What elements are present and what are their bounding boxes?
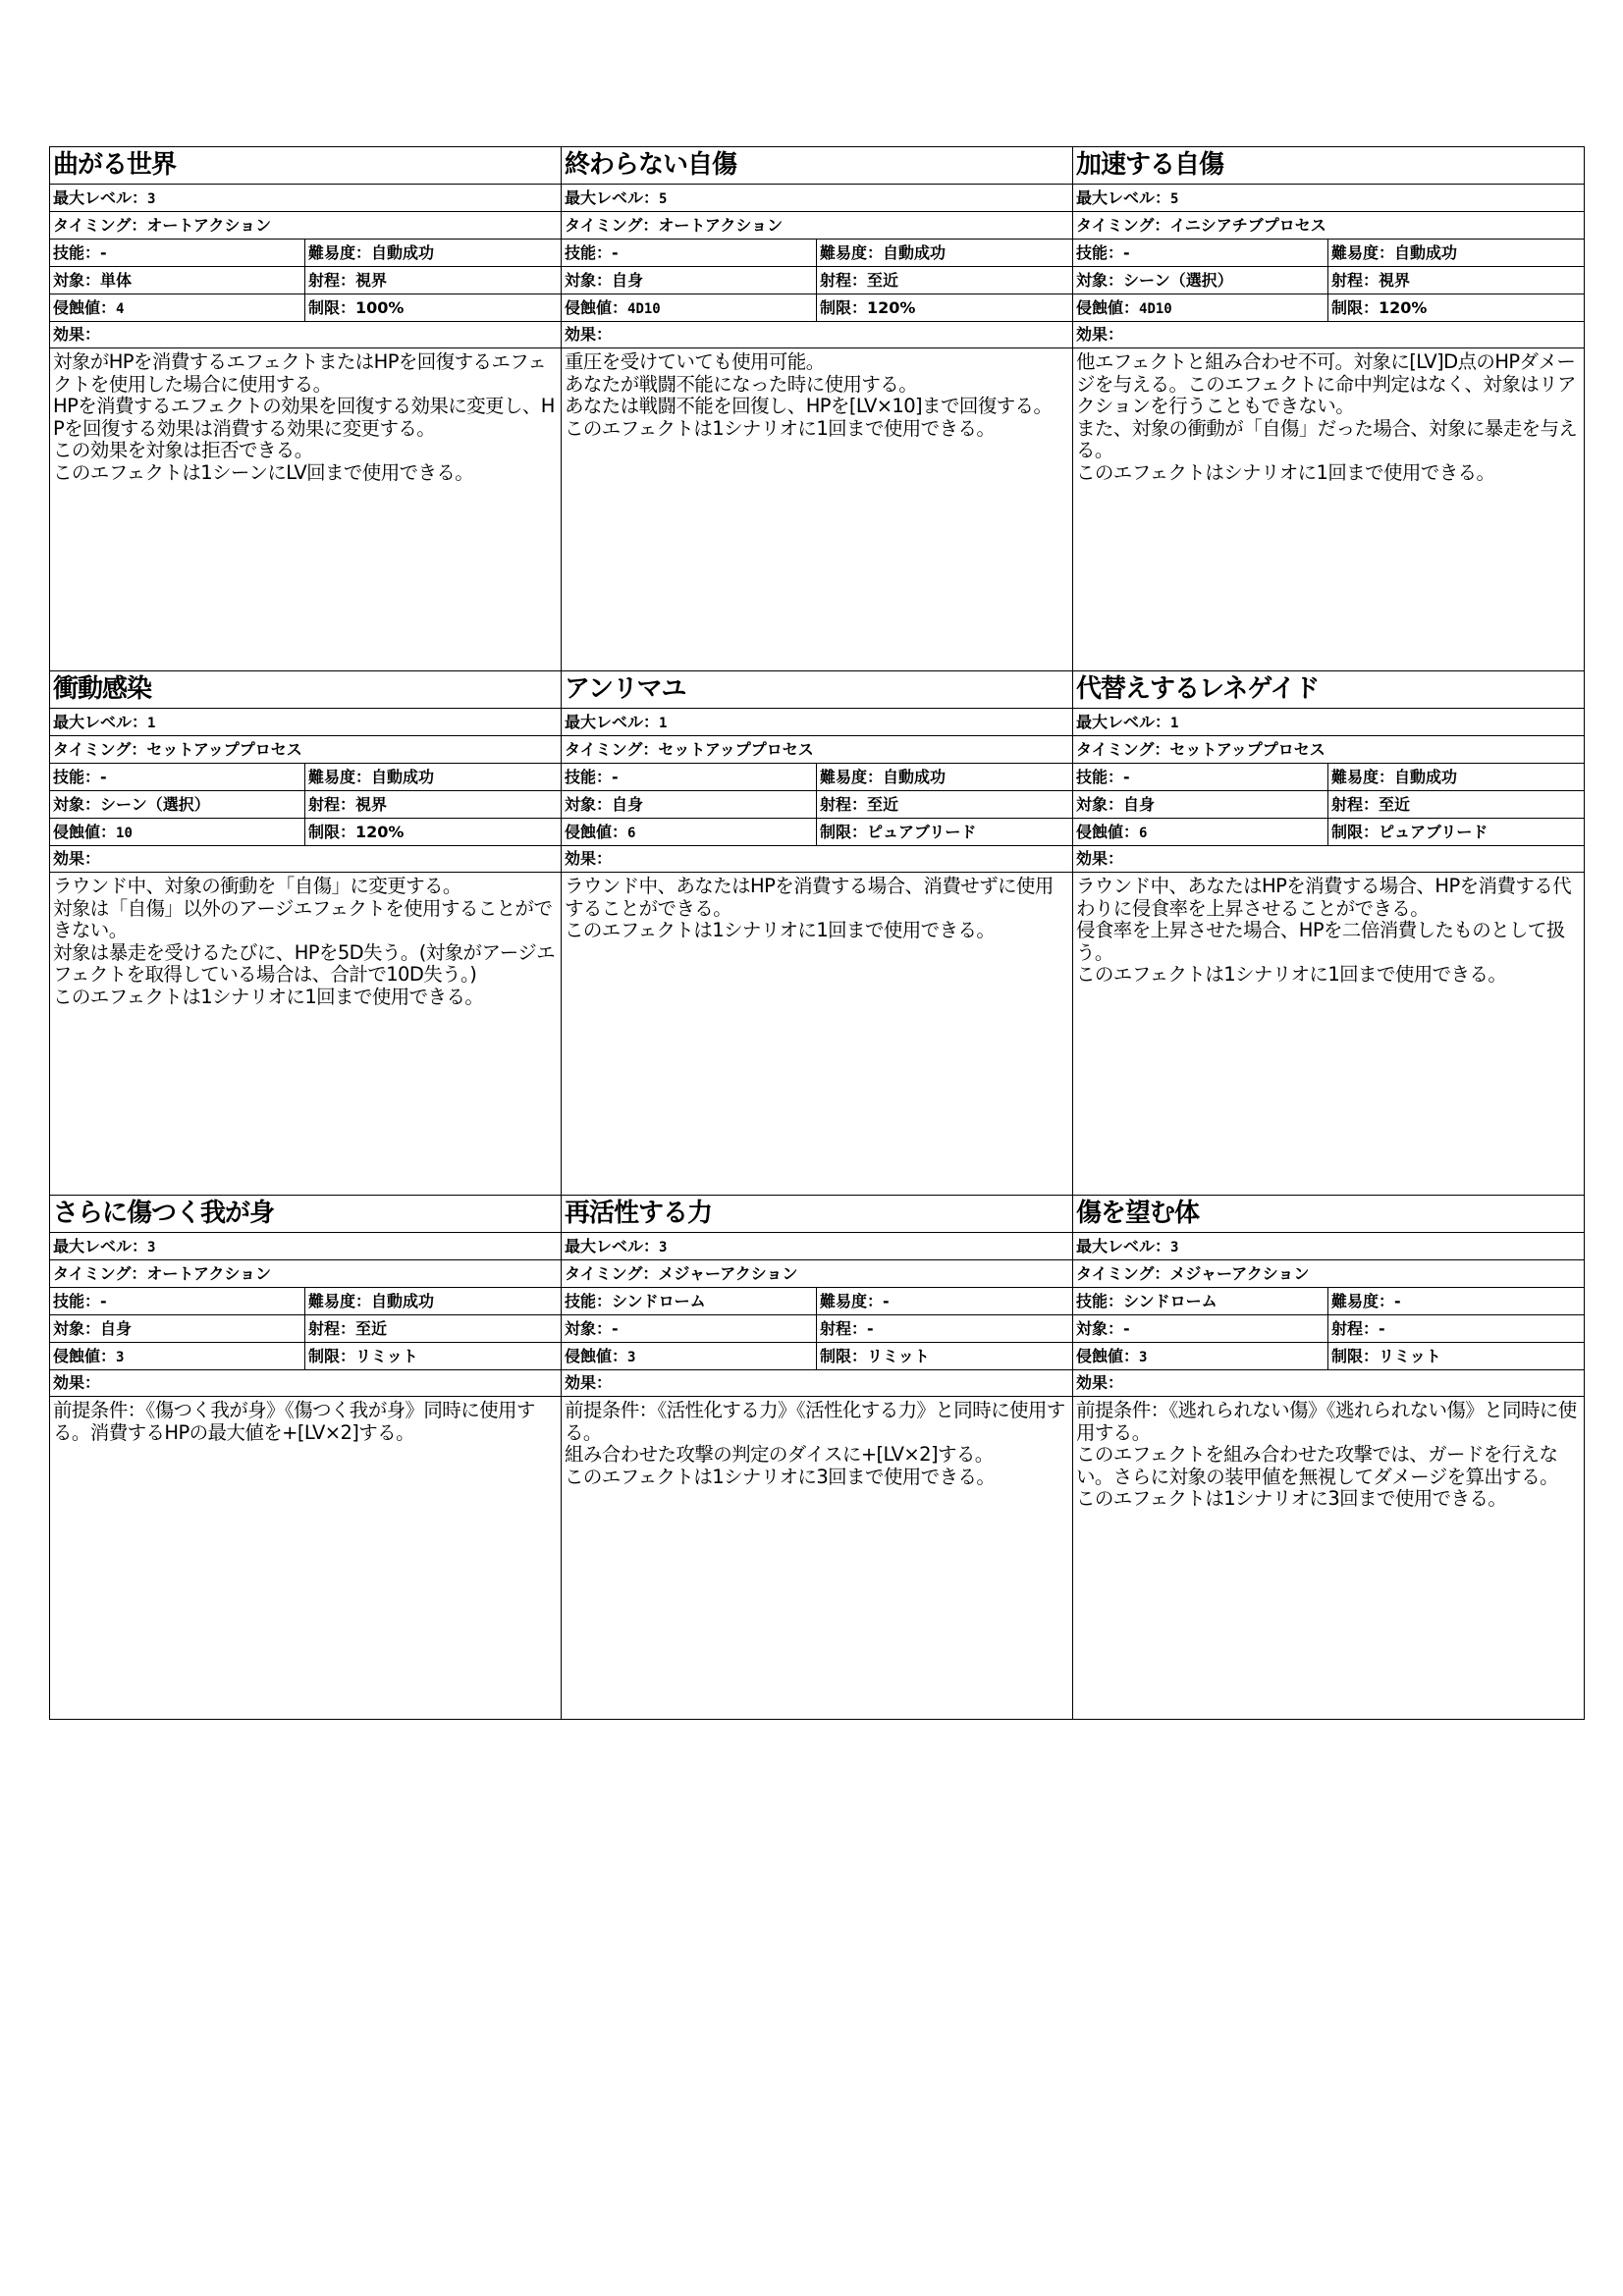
difficulty-label: 難易度： — [820, 243, 884, 262]
range-label: 射程： — [1331, 271, 1380, 290]
skill-cell — [50, 240, 305, 266]
target-label: 対象： — [1076, 271, 1124, 290]
max-level-label: 最大レベル： — [1076, 1237, 1171, 1255]
range-cell — [1328, 791, 1584, 818]
target-cell — [562, 791, 817, 818]
max-level-row — [1073, 185, 1584, 212]
restriction-label: 制限： — [1331, 298, 1380, 317]
range-cell — [1328, 1315, 1584, 1342]
restriction-value: ピュアブリード — [1379, 823, 1488, 841]
erosion-cell — [1073, 294, 1328, 321]
skill-label: 技能： — [565, 1292, 613, 1310]
effect-heading: 効果： — [562, 322, 1072, 348]
restriction-value: リミット — [867, 1347, 930, 1365]
difficulty-cell — [1328, 240, 1584, 266]
range-value: 至近 — [867, 271, 899, 290]
range-value: 至近 — [1379, 795, 1411, 814]
difficulty-label: 難易度： — [308, 1292, 372, 1310]
max-level-label: 最大レベル： — [53, 188, 148, 207]
target-range-row — [562, 267, 1072, 294]
restriction-cell — [1328, 294, 1584, 321]
restriction-value: 100% — [355, 298, 405, 317]
range-cell — [1328, 267, 1584, 294]
effect-card-9 — [1073, 1196, 1585, 1720]
range-value: 視界 — [355, 795, 388, 814]
range-label: 射程： — [820, 795, 868, 814]
difficulty-cell — [305, 240, 561, 266]
target-value: シーン（選択） — [1123, 271, 1233, 290]
skill-label: 技能： — [1076, 243, 1124, 262]
effect-card-5 — [562, 671, 1073, 1196]
target-label: 対象： — [565, 795, 613, 814]
target-value: 自身 — [100, 1319, 133, 1338]
effect-name: 衝動感染 — [50, 671, 561, 709]
skill-difficulty-row — [1073, 240, 1584, 267]
restriction-label: 制限： — [820, 823, 868, 841]
restriction-value: 120% — [355, 823, 405, 841]
target-range-row — [50, 267, 561, 294]
effect-text: 対象がHPを消費するエフェクトまたはHPを回復するエフェクトを使用した場合に使用する。 HPを消費するエフェクトの効果を回復する効果に変更し、HPを回復する効果は消費する効果に変更する。 この効果を対象は拒否できる。 このエフェクトは1シーンにLV回まで使用できる。 — [53, 350, 555, 484]
target-label: 対象： — [1076, 795, 1124, 814]
difficulty-label: 難易度： — [820, 768, 884, 786]
skill-label: 技能： — [1076, 1292, 1124, 1310]
erosion-label: 侵蝕値： — [53, 298, 117, 317]
difficulty-value: 自動成功 — [371, 243, 435, 262]
timing-label: タイミング： — [53, 1264, 147, 1283]
erosion-label: 侵蝕値： — [565, 298, 628, 317]
effect-name: 曲がる世界 — [50, 147, 561, 185]
effect-text: ラウンド中、対象の衝動を「自傷」に変更する。 対象は「自傷」以外のアージエフェクトを使用することができない。 対象は暴走を受けるたびに、HPを5D失う。(対象がアージエフェクトを取得している場合は、合計で10D失う。) このエフェクトは1シナリオに1回まで使用できる。 — [53, 875, 556, 1008]
max-level-label: 最大レベル： — [565, 1237, 660, 1255]
difficulty-cell — [817, 240, 1072, 266]
erosion-restriction-row — [50, 294, 561, 322]
range-cell — [817, 267, 1072, 294]
restriction-cell — [817, 1343, 1072, 1369]
range-value: 視界 — [1379, 271, 1411, 290]
range-cell — [817, 1315, 1072, 1342]
effect-heading: 効果： — [1073, 322, 1584, 348]
target-range-row — [50, 791, 561, 819]
effect-card-1 — [50, 147, 562, 671]
erosion-value: 10 — [116, 826, 133, 841]
target-label: 対象： — [565, 271, 613, 290]
effect-heading: 効果： — [562, 846, 1072, 873]
skill-cell — [1073, 240, 1328, 266]
restriction-label: 制限： — [820, 298, 868, 317]
target-label: 対象： — [1076, 1319, 1124, 1338]
timing-value: メジャーアクション — [1169, 1264, 1310, 1283]
range-value: - — [1379, 1319, 1385, 1338]
max-level-row — [50, 185, 561, 212]
erosion-label: 侵蝕値： — [565, 823, 628, 841]
target-cell — [562, 267, 817, 294]
difficulty-value: 自動成功 — [883, 243, 947, 262]
skill-label: 技能： — [53, 768, 101, 786]
restriction-cell — [817, 819, 1072, 845]
erosion-restriction-row — [1073, 819, 1584, 846]
timing-row — [50, 736, 561, 764]
skill-difficulty-row — [562, 240, 1072, 267]
restriction-cell — [305, 294, 561, 321]
restriction-label: 制限： — [308, 823, 356, 841]
target-cell — [1073, 791, 1328, 818]
erosion-value: 6 — [1139, 826, 1148, 841]
restriction-label: 制限： — [1331, 823, 1380, 841]
skill-value: - — [100, 243, 107, 262]
timing-row — [1073, 1260, 1584, 1288]
difficulty-label: 難易度： — [1331, 768, 1395, 786]
restriction-label: 制限： — [308, 298, 356, 317]
max-level-value: 3 — [147, 191, 156, 207]
erosion-value: 6 — [627, 826, 636, 841]
max-level-row — [562, 709, 1072, 736]
target-value: - — [1123, 1319, 1130, 1338]
timing-value: オートアクション — [146, 216, 272, 235]
max-level-row — [1073, 709, 1584, 736]
effect-card-sheet — [49, 146, 1585, 1720]
max-level-value: 1 — [147, 716, 156, 731]
range-label: 射程： — [308, 795, 356, 814]
timing-row — [562, 1260, 1072, 1288]
max-level-label: 最大レベル： — [565, 713, 660, 731]
effect-heading: 効果： — [1073, 1370, 1584, 1397]
timing-label: タイミング： — [1076, 740, 1170, 759]
target-cell — [1073, 1315, 1328, 1342]
erosion-restriction-row — [562, 294, 1072, 322]
range-cell — [305, 791, 561, 818]
difficulty-value: 自動成功 — [371, 768, 435, 786]
max-level-row — [50, 709, 561, 736]
skill-difficulty-row — [50, 764, 561, 791]
skill-value: シンドローム — [1123, 1292, 1217, 1310]
skill-value: - — [1123, 768, 1130, 786]
timing-row — [1073, 736, 1584, 764]
range-value: 至近 — [867, 795, 899, 814]
restriction-cell — [1328, 819, 1584, 845]
erosion-cell — [1073, 819, 1328, 845]
restriction-value: 120% — [1379, 298, 1428, 317]
max-level-row — [50, 1233, 561, 1260]
skill-difficulty-row — [1073, 1288, 1584, 1315]
skill-difficulty-row — [562, 764, 1072, 791]
range-label: 射程： — [1331, 1319, 1380, 1338]
timing-label: タイミング： — [565, 740, 659, 759]
max-level-label: 最大レベル： — [1076, 713, 1171, 731]
effect-name: 加速する自傷 — [1073, 147, 1584, 185]
timing-row — [562, 736, 1072, 764]
effect-text: ラウンド中、あなたはHPを消費する場合、消費せずに使用することができる。 このエフェクトは1シナリオに1回まで使用できる。 — [565, 875, 1054, 941]
max-level-label: 最大レベル： — [53, 713, 148, 731]
skill-label: 技能： — [565, 243, 613, 262]
erosion-restriction-row — [562, 1343, 1072, 1370]
max-level-value: 1 — [1170, 716, 1179, 731]
erosion-restriction-row — [1073, 294, 1584, 322]
erosion-value: 3 — [627, 1350, 636, 1365]
timing-value: イニシアチブプロセス — [1169, 216, 1326, 235]
range-cell — [305, 1315, 561, 1342]
erosion-restriction-row — [50, 819, 561, 846]
target-value: 単体 — [100, 271, 133, 290]
target-label: 対象： — [53, 795, 101, 814]
target-range-row — [50, 1315, 561, 1343]
skill-difficulty-row — [50, 1288, 561, 1315]
range-label: 射程： — [308, 1319, 356, 1338]
timing-label: タイミング： — [565, 216, 659, 235]
effect-text: ラウンド中、あなたはHPを消費する場合、HPを消費する代わりに侵食率を上昇させることができる。 侵食率を上昇させた場合、HPを二倍消費したものとして扱う。 このエフェクトは1シナリオに1回まで使用できる。 — [1076, 875, 1572, 986]
erosion-restriction-row — [50, 1343, 561, 1370]
difficulty-cell — [817, 1288, 1072, 1314]
effect-name: アンリマユ — [562, 671, 1072, 709]
range-label: 射程： — [308, 271, 356, 290]
restriction-cell — [1328, 1343, 1584, 1369]
restriction-label: 制限： — [1331, 1347, 1380, 1365]
erosion-label: 侵蝕値： — [53, 1347, 117, 1365]
skill-value: - — [612, 243, 619, 262]
difficulty-label: 難易度： — [308, 243, 372, 262]
timing-label: タイミング： — [1076, 216, 1170, 235]
difficulty-value: 自動成功 — [1394, 243, 1458, 262]
target-range-row — [1073, 267, 1584, 294]
difficulty-value: 自動成功 — [883, 768, 947, 786]
skill-difficulty-row — [50, 240, 561, 267]
effect-name: さらに傷つく我が身 — [50, 1196, 561, 1233]
effect-text: 他エフェクトと組み合わせ不可。対象に[LV]D点のHPダメージを与える。このエフェクトに命中判定はなく、対象はリアクションを行うこともできない。 また、対象の衝動が「自傷」だった場合、対象に暴走を与える。 このエフェクトはシナリオに1回まで使用できる。 — [1076, 350, 1578, 484]
effect-heading: 効果： — [50, 846, 561, 873]
difficulty-cell — [305, 1288, 561, 1314]
restriction-cell — [305, 819, 561, 845]
effect-heading: 効果： — [1073, 846, 1584, 873]
target-range-row — [1073, 791, 1584, 819]
erosion-cell — [562, 819, 817, 845]
max-level-label: 最大レベル： — [53, 1237, 148, 1255]
skill-value: - — [612, 768, 619, 786]
effect-text: 前提条件：《活性化する力》《活性化する力》と同時に使用する。 組み合わせた攻撃の判定のダイスに+[LV×2]する。 このエフェクトは1シナリオに3回まで使用できる。 — [565, 1399, 1065, 1488]
max-level-value: 5 — [659, 191, 668, 207]
skill-label: 技能： — [565, 768, 613, 786]
difficulty-cell — [1328, 764, 1584, 790]
effect-text: 前提条件：《逃れられない傷》《逃れられない傷》と同時に使用する。 このエフェクトを組み合わせた攻撃では、ガードを行えない。さらに対象の装甲値を無視してダメージを算出する。 このエフェクトは1シナリオに3回まで使用できる。 — [1076, 1399, 1577, 1510]
max-level-value: 1 — [659, 716, 668, 731]
target-cell — [562, 1315, 817, 1342]
erosion-label: 侵蝕値： — [1076, 823, 1140, 841]
effect-name: 代替えするレネゲイド — [1073, 671, 1584, 709]
range-label: 射程： — [1331, 795, 1380, 814]
max-level-value: 5 — [1170, 191, 1179, 207]
range-cell — [817, 791, 1072, 818]
range-label: 射程： — [820, 1319, 868, 1338]
erosion-cell — [50, 294, 305, 321]
skill-difficulty-row — [1073, 764, 1584, 791]
effect-heading: 効果： — [50, 322, 561, 348]
restriction-value: リミット — [355, 1347, 418, 1365]
effect-heading: 効果： — [562, 1370, 1072, 1397]
effect-card-3 — [1073, 147, 1585, 671]
effect-heading: 効果： — [50, 1370, 561, 1397]
restriction-value: ピュアブリード — [867, 823, 977, 841]
difficulty-cell — [817, 764, 1072, 790]
erosion-value: 4 — [116, 301, 125, 317]
timing-value: セットアッププロセス — [658, 740, 814, 759]
target-label: 対象： — [53, 1319, 101, 1338]
skill-label: 技能： — [53, 1292, 101, 1310]
target-range-row — [1073, 1315, 1584, 1343]
restriction-cell — [305, 1343, 561, 1369]
erosion-restriction-row — [1073, 1343, 1584, 1370]
range-label: 射程： — [820, 271, 868, 290]
max-level-value: 3 — [147, 1240, 156, 1255]
effect-card-6 — [1073, 671, 1585, 1196]
erosion-restriction-row — [562, 819, 1072, 846]
erosion-label: 侵蝕値： — [1076, 1347, 1140, 1365]
target-value: - — [612, 1319, 619, 1338]
target-cell — [50, 791, 305, 818]
erosion-cell — [562, 294, 817, 321]
effect-name: 終わらない自傷 — [562, 147, 1072, 185]
erosion-label: 侵蝕値： — [1076, 298, 1140, 317]
erosion-value: 4D10 — [1139, 301, 1172, 317]
erosion-label: 侵蝕値： — [53, 823, 117, 841]
target-value: シーン（選択） — [100, 795, 210, 814]
restriction-label: 制限： — [820, 1347, 868, 1365]
restriction-value: リミット — [1379, 1347, 1441, 1365]
skill-value: - — [1123, 243, 1130, 262]
skill-value: - — [100, 1292, 107, 1310]
difficulty-value: 自動成功 — [371, 1292, 435, 1310]
timing-value: オートアクション — [146, 1264, 272, 1283]
target-cell — [50, 267, 305, 294]
erosion-cell — [1073, 1343, 1328, 1369]
skill-label: 技能： — [1076, 768, 1124, 786]
range-value: - — [867, 1319, 874, 1338]
restriction-value: 120% — [867, 298, 916, 317]
target-label: 対象： — [565, 1319, 613, 1338]
difficulty-value: - — [1394, 1292, 1401, 1310]
target-range-row — [562, 1315, 1072, 1343]
effect-name: 傷を望む体 — [1073, 1196, 1584, 1233]
timing-value: メジャーアクション — [658, 1264, 798, 1283]
timing-label: タイミング： — [53, 216, 147, 235]
skill-value: シンドローム — [612, 1292, 706, 1310]
skill-cell — [562, 764, 817, 790]
target-value: 自身 — [612, 795, 644, 814]
max-level-row — [562, 185, 1072, 212]
target-cell — [1073, 267, 1328, 294]
effect-card-2 — [562, 147, 1073, 671]
target-value: 自身 — [1123, 795, 1156, 814]
effect-card-8 — [562, 1196, 1073, 1720]
range-value: 視界 — [355, 271, 388, 290]
difficulty-value: 自動成功 — [1394, 768, 1458, 786]
erosion-cell — [50, 819, 305, 845]
skill-label: 技能： — [53, 243, 101, 262]
skill-cell — [562, 240, 817, 266]
erosion-cell — [562, 1343, 817, 1369]
difficulty-value: - — [883, 1292, 890, 1310]
erosion-value: 3 — [1139, 1350, 1148, 1365]
timing-label: タイミング： — [1076, 1264, 1170, 1283]
max-level-label: 最大レベル： — [565, 188, 660, 207]
timing-row — [50, 212, 561, 240]
skill-cell — [562, 1288, 817, 1314]
skill-value: - — [100, 768, 107, 786]
timing-row — [562, 212, 1072, 240]
effect-card-7 — [50, 1196, 562, 1720]
erosion-value: 3 — [116, 1350, 125, 1365]
target-range-row — [562, 791, 1072, 819]
max-level-value: 3 — [1170, 1240, 1179, 1255]
timing-row — [50, 1260, 561, 1288]
timing-value: セットアッププロセス — [146, 740, 302, 759]
erosion-value: 4D10 — [627, 301, 661, 317]
max-level-row — [562, 1233, 1072, 1260]
difficulty-label: 難易度： — [820, 1292, 884, 1310]
difficulty-label: 難易度： — [1331, 243, 1395, 262]
target-label: 対象： — [53, 271, 101, 290]
max-level-value: 3 — [659, 1240, 668, 1255]
range-value: 至近 — [355, 1319, 388, 1338]
difficulty-label: 難易度： — [1331, 1292, 1395, 1310]
timing-row — [1073, 212, 1584, 240]
target-cell — [50, 1315, 305, 1342]
effect-name: 再活性する力 — [562, 1196, 1072, 1233]
erosion-cell — [50, 1343, 305, 1369]
skill-cell — [1073, 764, 1328, 790]
skill-cell — [50, 1288, 305, 1314]
difficulty-cell — [305, 764, 561, 790]
skill-difficulty-row — [562, 1288, 1072, 1315]
skill-cell — [50, 764, 305, 790]
range-cell — [305, 267, 561, 294]
max-level-row — [1073, 1233, 1584, 1260]
effect-text: 前提条件：《傷つく我が身》《傷つく我が身》同時に使用する。消費するHPの最大値を+[LV×2]する。 — [53, 1399, 535, 1444]
skill-cell — [1073, 1288, 1328, 1314]
timing-label: タイミング： — [53, 740, 147, 759]
timing-label: タイミング： — [565, 1264, 659, 1283]
effect-card-4 — [50, 671, 562, 1196]
restriction-cell — [817, 294, 1072, 321]
timing-value: オートアクション — [658, 216, 784, 235]
difficulty-label: 難易度： — [308, 768, 372, 786]
restriction-label: 制限： — [308, 1347, 356, 1365]
difficulty-cell — [1328, 1288, 1584, 1314]
effect-text: 重圧を受けていても使用可能。 あなたが戦闘不能になった時に使用する。 あなたは戦闘不能を回復し、HPを[LV×10]まで回復する。このエフェクトは1シナリオに1回まで使用できる。 — [565, 350, 1053, 440]
target-value: 自身 — [612, 271, 644, 290]
erosion-label: 侵蝕値： — [565, 1347, 628, 1365]
max-level-label: 最大レベル： — [1076, 188, 1171, 207]
timing-value: セットアッププロセス — [1169, 740, 1325, 759]
